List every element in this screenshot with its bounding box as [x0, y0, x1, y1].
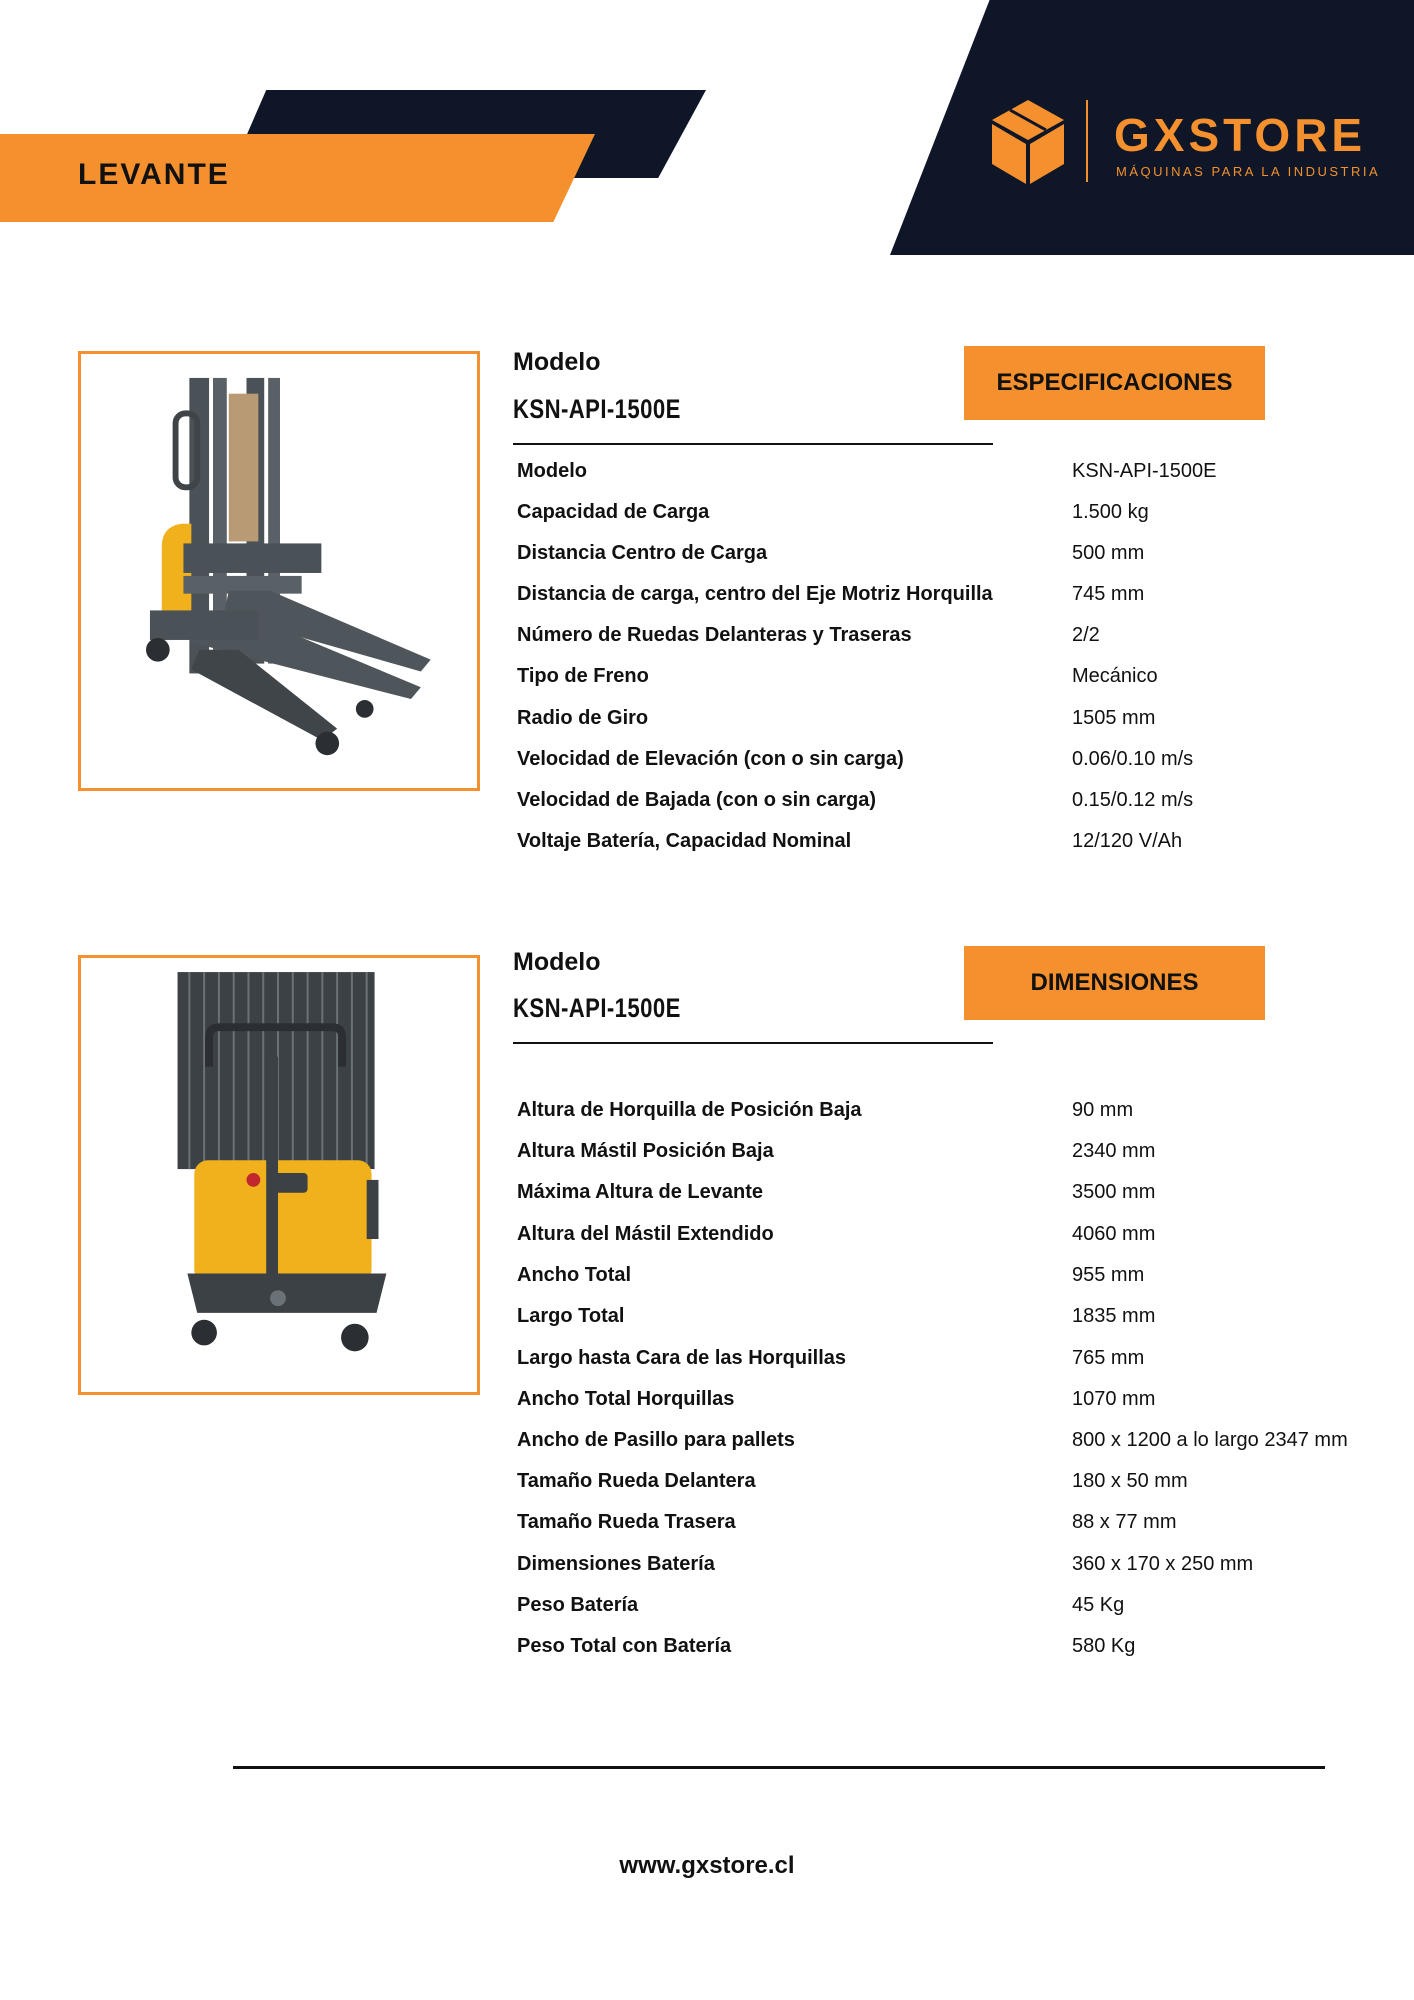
- spec-value: 2/2: [1072, 624, 1100, 646]
- spec-value: 500 mm: [1072, 542, 1145, 564]
- spec-row: [517, 707, 1397, 748]
- spec-value: 45 Kg: [1072, 1594, 1125, 1616]
- spec-value: 800 x 1200 a lo largo 2347 mm: [1072, 1429, 1348, 1451]
- spec-value: Mecánico: [1072, 665, 1158, 687]
- spec-key: Velocidad de Bajada (con o sin carga): [517, 789, 876, 811]
- spec-key: Ancho de Pasillo para pallets: [517, 1429, 795, 1451]
- spec-value: 955 mm: [1072, 1264, 1145, 1286]
- spec-row: [517, 1635, 1397, 1676]
- spec-value: 1835 mm: [1072, 1305, 1156, 1327]
- spec-key: Tipo de Freno: [517, 665, 649, 687]
- model-rule: [513, 1042, 993, 1044]
- spec-key: Velocidad de Elevación (con o sin carga): [517, 748, 904, 770]
- model-label: Modelo: [513, 948, 601, 976]
- spec-row: [517, 665, 1397, 706]
- product-photo-rear: [78, 955, 480, 1395]
- spec-value: 3500 mm: [1072, 1181, 1156, 1203]
- spec-row: [517, 748, 1397, 789]
- model-code: KSN-API-1500E: [513, 993, 681, 1023]
- product-photo-side: [78, 351, 480, 791]
- spec-key: Peso Total con Batería: [517, 1635, 732, 1657]
- spec-row: [517, 1181, 1397, 1222]
- stacker-side-view-icon: [81, 354, 477, 788]
- spec-key: Modelo: [517, 460, 587, 482]
- spec-row: [517, 1470, 1397, 1511]
- spec-key: Máxima Altura de Levante: [517, 1181, 764, 1203]
- spec-value: 4060 mm: [1072, 1223, 1156, 1245]
- spec-value: 1.500 kg: [1072, 501, 1149, 523]
- spec-key: Ancho Total: [517, 1264, 632, 1286]
- spec-row: [517, 1347, 1397, 1388]
- spec-row: [517, 1140, 1397, 1181]
- spec-value: 0.15/0.12 m/s: [1072, 789, 1194, 811]
- brand-name: GXSTORE: [1114, 109, 1367, 161]
- spec-row: [517, 1305, 1397, 1346]
- spec-value: 1505 mm: [1072, 707, 1156, 729]
- spec-key: Distancia de carga, centro del Eje Motriz Horquilla: [517, 583, 993, 605]
- spec-row: [517, 1264, 1397, 1305]
- spec-key: Altura Mástil Posición Baja: [517, 1140, 774, 1162]
- cube-logo-icon: [990, 98, 1066, 186]
- spec-key: Tamaño Rueda Delantera: [517, 1470, 756, 1492]
- logo-divider: [1086, 100, 1088, 182]
- spec-value: 765 mm: [1072, 1347, 1145, 1369]
- spec-row: [517, 501, 1397, 542]
- spec-row: [517, 1099, 1397, 1140]
- footer-website-link[interactable]: www.gxstore.cl: [619, 1852, 795, 1879]
- spec-value: 580 Kg: [1072, 1635, 1136, 1657]
- spec-key: Altura de Horquilla de Posición Baja: [517, 1099, 862, 1121]
- spec-key: Peso Batería: [517, 1594, 639, 1616]
- spec-key: Distancia Centro de Carga: [517, 542, 768, 564]
- spec-row: [517, 460, 1397, 501]
- spec-value: 360 x 170 x 250 mm: [1072, 1553, 1254, 1575]
- model-code: KSN-API-1500E: [513, 394, 681, 424]
- spec-row: [517, 1223, 1397, 1264]
- spec-key: Tamaño Rueda Trasera: [517, 1511, 736, 1533]
- spec-value: 2340 mm: [1072, 1140, 1156, 1162]
- spec-value: 88 x 77 mm: [1072, 1511, 1177, 1533]
- spec-key: Capacidad de Carga: [517, 501, 710, 523]
- spec-row: [517, 1594, 1397, 1635]
- stacker-rear-view-icon: [81, 958, 477, 1392]
- spec-row: [517, 1429, 1397, 1470]
- spec-row: [517, 1511, 1397, 1552]
- spec-key: Largo hasta Cara de las Horquillas: [517, 1347, 846, 1369]
- section-tag-dimensiones: DIMENSIONES: [964, 946, 1265, 1020]
- spec-value: 12/120 V/Ah: [1072, 830, 1183, 852]
- spec-value: 1070 mm: [1072, 1388, 1156, 1410]
- spec-key: Dimensiones Batería: [517, 1553, 715, 1575]
- spec-row: [517, 830, 1397, 871]
- spec-value: 180 x 50 mm: [1072, 1470, 1188, 1492]
- spec-key: Radio de Giro: [517, 707, 649, 729]
- spec-row: [517, 583, 1397, 624]
- model-rule: [513, 443, 993, 445]
- spec-value: 745 mm: [1072, 583, 1145, 605]
- spec-row: [517, 1553, 1397, 1594]
- brand-tagline: MÁQUINAS PARA LA INDUSTRIA: [1116, 164, 1381, 179]
- spec-key: Voltaje Batería, Capacidad Nominal: [517, 830, 852, 852]
- spec-key: Número de Ruedas Delanteras y Traseras: [517, 624, 912, 646]
- spec-key: Altura del Mástil Extendido: [517, 1223, 774, 1245]
- model-label: Modelo: [513, 348, 601, 376]
- section-tag-especificaciones: ESPECIFICACIONES: [964, 346, 1265, 420]
- spec-value: KSN-API-1500E: [1072, 460, 1217, 482]
- spec-row: [517, 542, 1397, 583]
- spec-row: [517, 624, 1397, 665]
- spec-key: Largo Total: [517, 1305, 625, 1327]
- spec-value: 90 mm: [1072, 1099, 1134, 1121]
- footer-rule: [233, 1766, 1325, 1769]
- spec-row: [517, 789, 1397, 830]
- spec-value: 0.06/0.10 m/s: [1072, 748, 1194, 770]
- spec-key: Ancho Total Horquillas: [517, 1388, 735, 1410]
- spec-row: [517, 1388, 1397, 1429]
- page-title: LEVANTE: [78, 158, 230, 191]
